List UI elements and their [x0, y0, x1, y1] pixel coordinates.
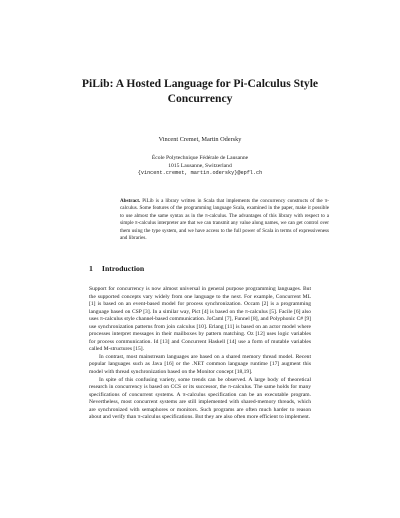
affiliation-line-1: École Polytechnique Fédérale de Lausanne [151, 155, 249, 161]
section-title: Introduction [101, 264, 145, 273]
abstract-label: Abstract. [120, 198, 141, 204]
paragraph: In spite of this confusing variety, some trends can be observed. A large body of theoretical research in concurrency is based on CCS or its successor, the π-calculus. The same holds for many specifications of concurrent systems. A π-calculus specification can be an executable program. Nevertheless, most concurrent systems are still implemented with shared-memory threads, which are synchronized with semaphores or monitors. Such programs are often much harder to reason about and verify than π-calculus specifications. But they are also often more efficient to implement. [89, 376, 311, 421]
author-emails: {vincent.cremet, martin.odersky}@epfl.ch [137, 170, 263, 177]
abstract-text: PiLib is a library written in Scala that implements the concurrency constructs of the π-calculus. Some features of the programming language Scala, examined in the paper, make it possible to use almost the same syntax as in the π-calculus. The advantages of this library with respect to a simple π-calculus interpreter are that we can transmit any value along names, we can get control over them using the type system, and we have access to the full power of Scala in terms of expressiveness and libraries. [120, 198, 329, 242]
paragraph: In contrast, most mainstream languages are based on a shared memory thread model. Recent popular languages such as Java [16] or the .NET common language runtime [17] augment this model with thread synchronization based on the Monitor concept [18,19]. [89, 353, 311, 376]
abstract [120, 198, 329, 243]
body-text [89, 286, 311, 422]
authors: Vincent Cremet, Martin Odersky [158, 136, 242, 143]
paper-title [0, 77, 400, 106]
section-heading [89, 264, 144, 273]
title-line-2: Concurrency [167, 91, 233, 105]
affiliation [0, 155, 400, 178]
title-line-1: PiLib: A Hosted Language for Pi-Calculus Style [81, 77, 319, 90]
paragraph: Support for concurrency is now almost universal in general purpose programming languages. But the supported concepts vary widely from one language to the next. For example, Concurrent ML [1] is based on an event-based model for process synchronization. Occam [2] is a programming language based on CSP [3]. In a similar way, Pict [4] is based on the π-calculus [5]. Facile [6] also uses π-calculus style channel-based communication. JoCaml [7], Funnel [8], and Polyphonic C# [9] use synchronization patterns from join calculus [10]. Erlang [11] is based on an actor model where processes interpret messages in their mailboxes by pattern matching. Oz [12] uses logic variables for process communication. Id [13] and Concurrent Haskell [14] use a form of mutable variables called M-structures [15]. [89, 286, 311, 353]
affiliation-line-2: 1015 Lausanne, Switzerland [168, 162, 232, 169]
section-number: 1 [89, 264, 93, 273]
